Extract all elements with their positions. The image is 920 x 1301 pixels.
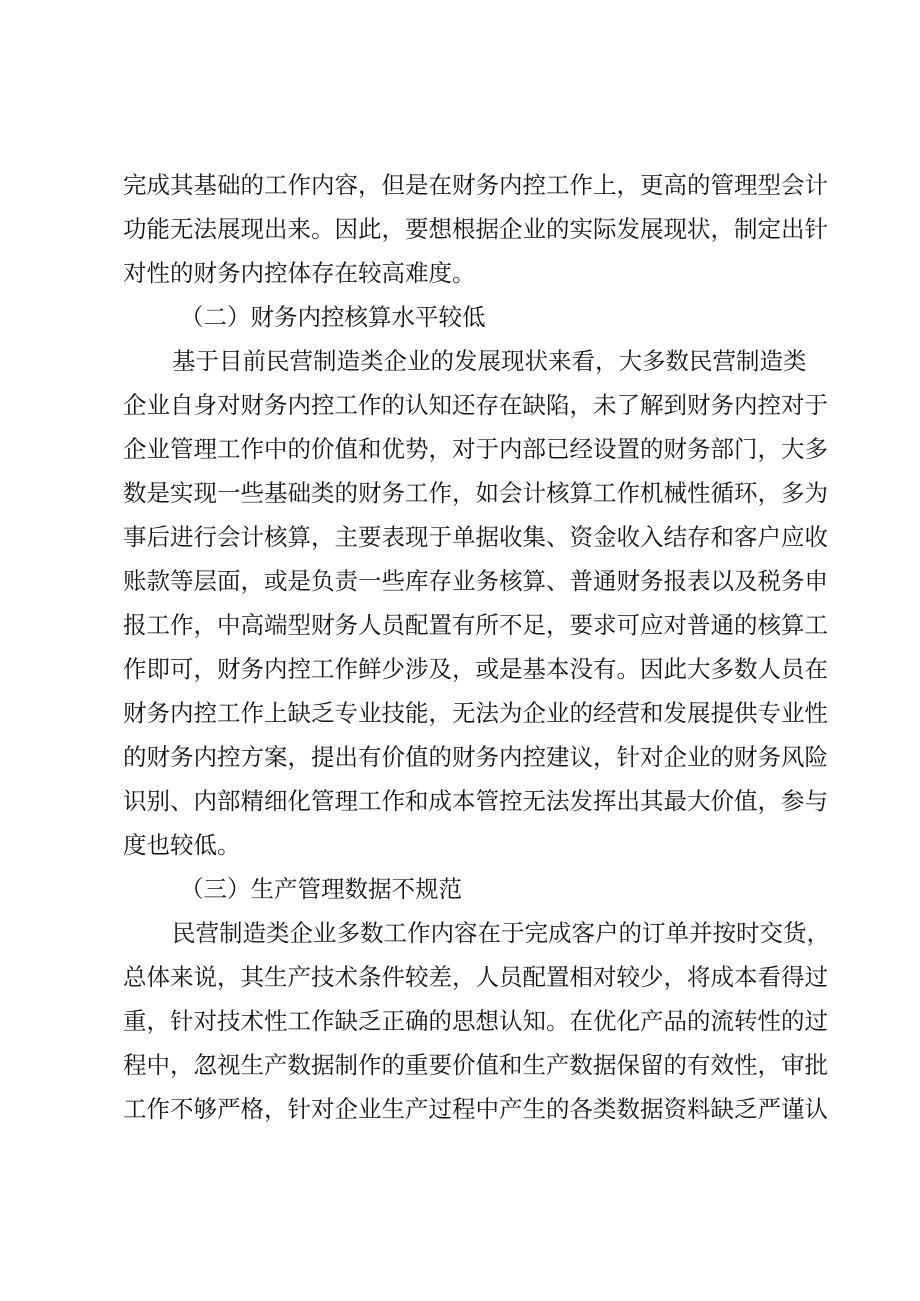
- paragraph-line: 账款等层面，或是负责一些库存业务核算、普通财务报表以及税务申: [123, 567, 828, 595]
- paragraph-line: 财务内控工作上缺乏专业技能，无法为企业的经营和发展提供专业性: [123, 699, 828, 727]
- paragraph-line: 基于目前民营制造类企业的发展现状来看，大多数民营制造类: [172, 347, 807, 375]
- paragraph-line: 对性的财务内控体存在较高难度。: [123, 259, 476, 287]
- paragraph-line: 功能无法展现出来。因此，要想根据企业的实际发展现状，制定出针: [123, 215, 828, 243]
- paragraph-line: 总体来说，其生产技术条件较差，人员配置相对较少，将成本看得过: [123, 963, 828, 991]
- paragraph-line: 完成其基础的工作内容，但是在财务内控工作上，更高的管理型会计: [123, 171, 828, 199]
- section-heading-2: （二）财务内控核算水平较低: [180, 303, 486, 331]
- paragraph-line: 民营制造类企业多数工作内容在于完成客户的订单并按时交货，: [172, 919, 830, 947]
- paragraph-line: 报工作，中高端型财务人员配置有所不足，要求可应对普通的核算工: [123, 611, 828, 639]
- paragraph-line: 的财务内控方案，提出有价值的财务内控建议，针对企业的财务风险: [123, 743, 828, 771]
- paragraph-line: 企业自身对财务内控工作的认知还存在缺陷，未了解到财务内控对于: [123, 391, 828, 419]
- paragraph-line: 识别、内部精细化管理工作和成本管控无法发挥出其最大价值，参与: [123, 787, 828, 815]
- paragraph-line: 数是实现一些基础类的财务工作，如会计核算工作机械性循环，多为: [123, 479, 828, 507]
- paragraph-line: 程中，忽视生产数据制作的重要价值和生产数据保留的有效性，审批: [123, 1051, 828, 1079]
- paragraph-line: 重，针对技术性工作缺乏正确的思想认知。在优化产品的流转性的过: [123, 1007, 828, 1035]
- paragraph-line: 企业管理工作中的价值和优势，对于内部已经设置的财务部门，大多: [123, 435, 828, 463]
- paragraph-line: 度也较低。: [123, 831, 241, 859]
- paragraph-line: 工作不够严格，针对企业生产过程中产生的各类数据资料缺乏严谨认: [123, 1095, 828, 1123]
- section-heading-3: （三）生产管理数据不规范: [180, 875, 462, 903]
- paragraph-line: 作即可，财务内控工作鲜少涉及，或是基本没有。因此大多数人员在: [123, 655, 828, 683]
- paragraph-line: 事后进行会计核算，主要表现于单据收集、资金收入结存和客户应收: [123, 523, 828, 551]
